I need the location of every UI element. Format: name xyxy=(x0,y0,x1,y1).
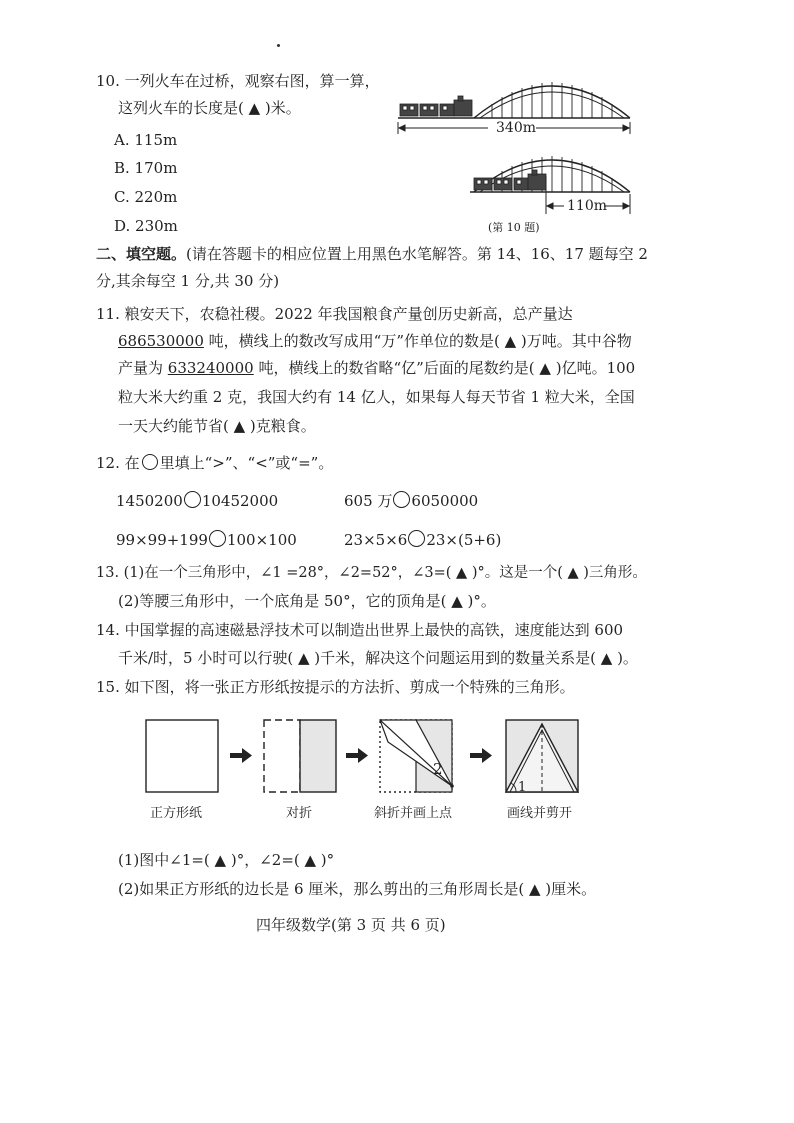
q10-bridge-figure xyxy=(396,64,636,214)
q12-item-2-right: 6050000 xyxy=(411,492,479,510)
q15-line1: 15. 如下图，将一张正方形纸按提示的方法折、剪成一个特殊的三角形。 xyxy=(96,678,575,696)
angle-1-label: 1 xyxy=(518,780,527,795)
q10-length-340: 340m xyxy=(496,120,536,136)
q10-caption: (第 10 题) xyxy=(488,221,540,234)
compare-circle-1[interactable] xyxy=(184,491,201,508)
q11-line5: 一天大约能节省( ▲ )克粮食。 xyxy=(118,417,316,435)
q11-line2-text: 吨，横线上的数改写成用“万”作单位的数是( ▲ )万吨。其中谷物 xyxy=(203,332,632,350)
q12-title-pre: 12. 在 xyxy=(96,454,140,472)
q12-item-2 xyxy=(344,491,478,511)
train-bottom-icon xyxy=(474,170,546,190)
q10-line2: 这列火车的长度是( ▲ )米。 xyxy=(118,99,301,117)
compare-circle-2[interactable] xyxy=(393,491,410,508)
q12-item-1-right: 10452000 xyxy=(201,492,279,510)
caption-draw-cut: 画线并剪开 xyxy=(507,806,573,821)
arrow-right-icon xyxy=(470,748,492,763)
q11-line2 xyxy=(118,331,632,351)
q12-item-2-left: 605 万 xyxy=(344,492,393,510)
q15-sub2: (2)如果正方形纸的边长是 6 厘米，那么剪出的三角形周长是( ▲ )厘米。 xyxy=(118,880,597,898)
page-footer: 四年级数学(第 3 页 共 6 页) xyxy=(256,916,446,934)
cut-triangle-paper xyxy=(506,720,578,792)
q11-number-2: 633240000 xyxy=(167,359,254,377)
q10-option-a: A. 115m xyxy=(114,131,178,149)
arrow-right-icon xyxy=(230,748,252,763)
q13-line1: 13. (1)在一个三角形中，∠1 =28°，∠2=52°，∠3=( ▲ )°。这是一个( ▲ )三角形。 xyxy=(96,565,647,581)
compare-circle-4[interactable] xyxy=(408,530,425,547)
q11-number-1: 686530000 xyxy=(118,332,204,350)
q14-line2: 千米/时，5 小时可以行驶( ▲ )千米，解决这个问题运用到的数量关系是( ▲ )。 xyxy=(118,649,638,667)
oblique-fold-paper xyxy=(380,720,454,792)
q12-item-4-right: 23×(5+6) xyxy=(426,531,502,549)
q15-folding-diagram xyxy=(140,716,640,816)
q10-option-b: B. 170m xyxy=(114,159,178,177)
q14-line1: 14. 中国掌握的高速磁悬浮技术可以制造出世界上最快的高铁，速度能达到 600 xyxy=(96,621,624,639)
q13-line2: (2)等腰三角形中，一个底角是 50°，它的顶角是( ▲ )°。 xyxy=(118,592,496,610)
circle-icon xyxy=(142,454,158,470)
q15-sub1: (1)图中∠1=( ▲ )°，∠2=( ▲ )° xyxy=(118,851,335,869)
q12-item-3 xyxy=(116,530,297,550)
caption-fold-half: 对折 xyxy=(286,806,313,821)
q11-line3 xyxy=(118,358,635,378)
train-top-icon xyxy=(400,96,472,116)
q12-item-1-left: 1450200 xyxy=(116,492,183,510)
q12-title xyxy=(96,453,333,473)
scan-dot xyxy=(277,44,280,47)
section2-instructions-2: 分,其余每空 1 分,共 30 分) xyxy=(96,272,280,290)
q12-item-4 xyxy=(344,530,501,550)
caption-oblique-fold: 斜折并画上点 xyxy=(374,806,453,821)
angle-2-label: 2 xyxy=(433,760,443,778)
q10-option-c: C. 220m xyxy=(114,188,178,206)
q10-option-d: D. 230m xyxy=(114,217,178,235)
section2-instructions: (请在答题卡的相应位置上用黑色水笔解答。第 14、16、17 题每空 2 xyxy=(186,245,648,263)
q11-line4: 粒大米大约重 2 克，我国大约有 14 亿人，如果每人每天节省 1 粒大米，全国 xyxy=(118,388,635,406)
q10-length-110: 110m xyxy=(567,198,607,214)
compare-circle-3[interactable] xyxy=(209,530,226,547)
q11-line1: 11. 粮安天下，农稳社稷。2022 年我国粮食产量创历史新高，总产量达 xyxy=(96,305,573,323)
q12-item-1 xyxy=(116,491,278,511)
q11-line3-text: 吨，横线上的数省略“亿”后面的尾数约是( ▲ )亿吨。100 xyxy=(253,359,636,377)
q12-item-4-left: 23×5×6 xyxy=(344,531,408,549)
caption-square: 正方形纸 xyxy=(150,806,203,821)
q11-line3-pre: 产量为 xyxy=(118,359,168,377)
q12-item-3-right: 100×100 xyxy=(226,531,297,549)
q12-title-post: 里填上“>”、“<”或“=”。 xyxy=(159,454,334,472)
arrow-right-icon xyxy=(346,748,368,763)
section2-header xyxy=(96,244,648,264)
q10-line1: 10. 一列火车在过桥，观察右图，算一算， xyxy=(96,72,380,90)
section2-title: 二、填空题。 xyxy=(96,245,187,263)
square-paper xyxy=(146,720,218,792)
half-folded-paper xyxy=(264,720,336,792)
q12-item-3-left: 99×99+199 xyxy=(116,531,208,549)
